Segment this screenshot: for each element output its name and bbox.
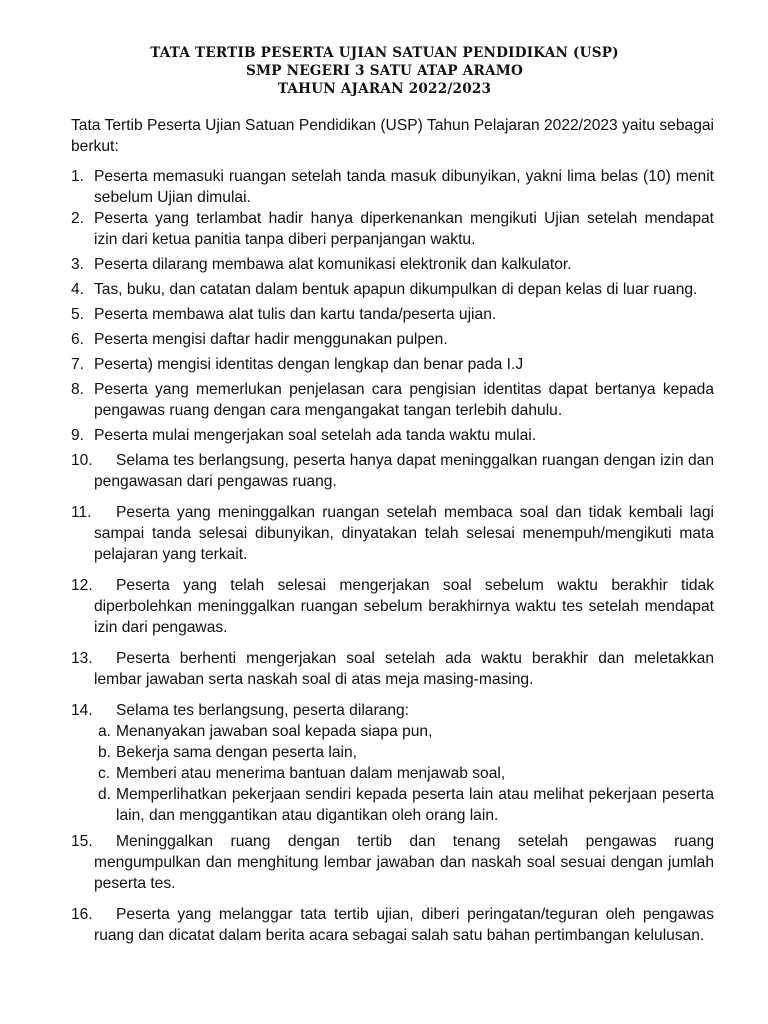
rule-item [71, 502, 714, 565]
rule-text: Peserta yang melanggar tata tertib ujian, diberi peringatan/teguran oleh pengawas ruang dan dicatat dalam berita acara sebagai salah satu bahan pertimbangan kelulusan. [94, 906, 714, 944]
title-line-3: TAHUN AJARAN 2022/2023 [277, 81, 492, 97]
rules-list [71, 166, 714, 946]
rule-number: 15. [71, 833, 93, 850]
rule-number: 5. [71, 306, 85, 323]
rule-item [71, 254, 714, 275]
intro-paragraph: Tata Tertib Peserta Ujian Satuan Pendidikan (USP) Tahun Pelajaran 2022/2023 yaitu sebagai berkut: [71, 117, 714, 155]
sub-item-text: Memberi atau menerima bantuan dalam menjawab soal, [116, 765, 506, 782]
rule-item [71, 575, 714, 638]
rule-text: Peserta yang memerlukan penjelasan cara pengisian identitas dapat bertanya kepada pengawas ruang dengan cara mengangakat tangan terlebih dahulu. [94, 381, 714, 419]
rule-item [71, 354, 714, 375]
sub-item [94, 742, 714, 763]
document-title [71, 44, 714, 98]
rule-text: Peserta dilarang membawa alat komunikasi elektronik dan kalkulator. [94, 256, 572, 273]
rule-number: 6. [71, 331, 85, 348]
rule-number: 10. [71, 452, 93, 469]
rule-number: 9. [71, 427, 85, 444]
sub-item [94, 721, 714, 742]
rule-number: 11. [71, 504, 92, 521]
rule-item [71, 329, 714, 350]
rule-item [71, 904, 714, 946]
rule-item [71, 425, 714, 446]
rule-item [71, 450, 714, 492]
sub-item-text: Menanyakan jawaban soal kepada siapa pun, [116, 723, 433, 740]
rule-number: 14. [71, 702, 93, 719]
rule-number: 13. [71, 650, 93, 667]
rule-number: 16. [71, 906, 93, 923]
rule-text: Peserta membawa alat tulis dan kartu tanda/peserta ujian. [94, 306, 497, 323]
sub-item [94, 784, 714, 826]
sub-item [94, 763, 714, 784]
sub-item-letter: c. [98, 765, 111, 782]
rule-item [71, 166, 714, 208]
rule-text: Peserta mulai mengerjakan soal setelah ada tanda waktu mulai. [94, 427, 537, 444]
rule-item [71, 648, 714, 690]
rule-14-sublist [94, 721, 714, 826]
rule-text: Peserta yang meninggalkan ruangan setelah membaca soal dan tidak kembali lagi sampai tanda selesai dibunyikan, dinyatakan telah selesai menempuh/mengikuti mata pelajaran yang terkait. [94, 504, 714, 563]
title-line-1: TATA TERTIB PESERTA UJIAN SATUAN PENDIDIKAN (USP) [150, 45, 619, 61]
rule-text: Peserta yang terlambat hadir hanya diperkenankan mengikuti Ujian setelah mendapat izin dari ketua panitia tanpa diberi perpanjangan waktu. [94, 210, 714, 248]
rule-item [71, 279, 714, 300]
rule-item [71, 831, 714, 894]
sub-item-letter: d. [98, 786, 112, 803]
rule-text: Peserta berhenti mengerjakan soal setelah ada waktu berakhir dan meletakkan lembar jawaban serta naskah soal di atas meja masing-masing. [94, 650, 714, 688]
rule-number: 1. [71, 168, 85, 185]
rule-number: 12. [71, 577, 93, 594]
rule-text: Peserta mengisi daftar hadir menggunakan pulpen. [94, 331, 448, 348]
rule-text: Selama tes berlangsung, peserta dilarang: [116, 702, 409, 719]
rule-text: Peserta) mengisi identitas dengan lengkap dan benar pada I.J [94, 356, 524, 373]
rule-number: 3. [71, 256, 85, 273]
rule-item [71, 700, 714, 826]
rule-number: 2. [71, 210, 85, 227]
rule-text: Selama tes berlangsung, peserta hanya dapat meninggalkan ruangan dengan izin dan pengawasan dari pengawas ruang. [94, 452, 714, 490]
rule-text: Meninggalkan ruang dengan tertib dan tenang setelah pengawas ruang mengumpulkan dan menghitung lembar jawaban dan naskah soal sesuai dengan jumlah peserta tes. [94, 833, 714, 892]
rule-text: Peserta memasuki ruangan setelah tanda masuk dibunyikan, yakni lima belas (10) menit sebelum Ujian dimulai. [94, 168, 714, 206]
rule-text: Peserta yang telah selesai mengerjakan soal sebelum waktu berakhir tidak diperbolehkan meninggalkan ruangan sebelum berakhirnya waktu tes setelah mendapat izin dari pengawas. [94, 577, 714, 636]
rule-text: Tas, buku, dan catatan dalam bentuk apapun dikumpulkan di depan kelas di luar ruang. [94, 281, 698, 298]
sub-item-letter: b. [98, 744, 112, 761]
rule-number: 7. [71, 356, 85, 373]
rule-item [71, 379, 714, 421]
sub-item-text: Memperlihatkan pekerjaan sendiri kepada peserta lain atau melihat pekerjaan peserta lain, dan menggantikan atau digantikan oleh orang lain. [116, 786, 714, 824]
rule-item [71, 304, 714, 325]
sub-item-text: Bekerja sama dengan peserta lain, [116, 744, 357, 761]
rule-number: 4. [71, 281, 85, 298]
rule-item [71, 208, 714, 250]
title-line-2: SMP NEGERI 3 SATU ATAP ARAMO [245, 63, 524, 79]
sub-item-letter: a. [98, 723, 112, 740]
rule-number: 8. [71, 381, 85, 398]
